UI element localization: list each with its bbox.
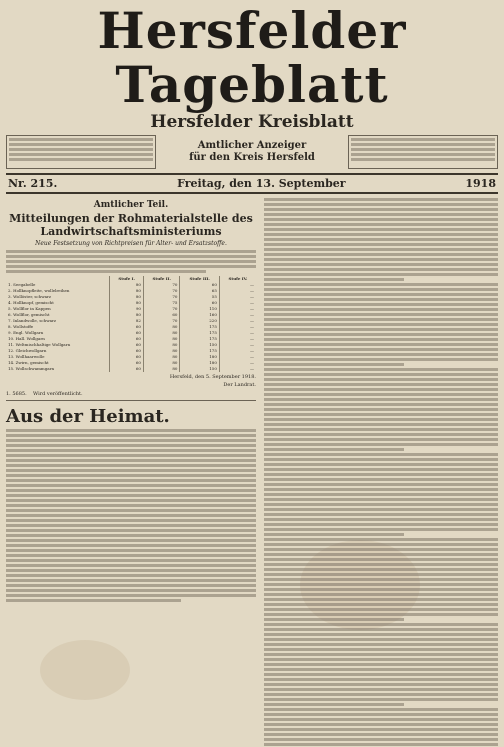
row-label: 10. Hall. Wollgarn	[8, 336, 45, 341]
text-line	[264, 633, 498, 636]
text-line	[264, 213, 498, 216]
row-value: —	[219, 324, 256, 330]
text-line	[264, 488, 498, 491]
text-line	[264, 298, 498, 301]
row-value: 60	[180, 300, 219, 306]
text-line	[264, 523, 498, 526]
newspaper-title: Hersfelder Tageblatt	[97, 1, 407, 114]
text-line	[264, 683, 498, 686]
row-value: 80	[143, 354, 180, 360]
text-line	[264, 348, 498, 351]
text-line	[264, 308, 498, 311]
text-line	[264, 713, 498, 716]
text-line	[264, 453, 498, 456]
table-header: Stufe IV.	[219, 276, 256, 282]
row-value: 75	[143, 300, 180, 306]
advertising-info-box	[348, 135, 498, 169]
text-line	[264, 733, 498, 736]
right-column-text	[264, 198, 498, 747]
text-line	[264, 203, 498, 206]
text-line	[264, 258, 498, 261]
text-line	[264, 663, 498, 666]
row-value: 110	[180, 306, 219, 312]
text-line	[264, 318, 498, 321]
row-value: —	[219, 342, 256, 348]
text-line	[264, 248, 498, 251]
text-line	[264, 558, 498, 561]
row-label: 9. Engl. Wollgarn	[8, 330, 44, 335]
row-label: 1. Seegabelle	[8, 282, 36, 287]
text-line	[264, 478, 498, 481]
row-label: 7. Inlandwolle, schwarz	[8, 318, 57, 323]
text-line	[264, 408, 498, 411]
text-line	[264, 388, 498, 391]
row-value: —	[219, 282, 256, 288]
text-line	[264, 668, 498, 671]
text-line	[264, 483, 498, 486]
row-value: 80	[110, 294, 144, 300]
article-subheading: Neue Festsetzung von Richtpreisen für Alter- und Ersatzstoffe.	[35, 240, 227, 247]
text-line	[264, 448, 404, 451]
row-label: 2. Hollknopfleite, wollelreihen	[8, 288, 70, 293]
text-line	[264, 588, 498, 591]
footer-reference	[6, 391, 256, 397]
text-line	[264, 703, 404, 706]
row-value: 180	[180, 354, 219, 360]
notice-line-1: Amtlicher Anzeiger	[197, 140, 307, 151]
article-body-text	[6, 250, 256, 273]
row-value: 65	[180, 288, 219, 294]
row-value: 80	[110, 288, 144, 294]
row-value: 60	[110, 330, 144, 336]
row-value: 220	[180, 318, 219, 324]
text-line	[264, 353, 498, 356]
text-line	[264, 563, 498, 566]
row-value: —	[219, 288, 256, 294]
row-value: 80	[143, 324, 180, 330]
row-value: 90	[110, 306, 144, 312]
masthead	[6, 1, 498, 169]
table-row	[6, 366, 256, 372]
row-value: 60	[110, 336, 144, 342]
article-heading: Mitteilungen der Rohmaterialstelle des Landwirtschaftsministeriums	[9, 212, 253, 238]
text-line	[264, 643, 498, 646]
row-value: 82	[110, 318, 144, 324]
table-header: Stufe III.	[180, 276, 219, 282]
row-value: —	[219, 360, 256, 366]
text-line	[264, 528, 498, 531]
dateline	[6, 173, 498, 194]
row-value: 175	[180, 330, 219, 336]
text-line	[264, 223, 498, 226]
text-line	[264, 598, 498, 601]
text-line	[264, 273, 498, 276]
text-line	[264, 303, 498, 306]
row-label: 15. Wollschwammgarn	[8, 366, 55, 371]
row-label: 3. Wollöster, schwarz	[8, 294, 52, 299]
text-line	[264, 378, 498, 381]
row-value: 150	[180, 342, 219, 348]
text-line	[264, 678, 498, 681]
text-line	[264, 338, 498, 341]
row-value: 175	[180, 324, 219, 330]
row-value: 60	[110, 348, 144, 354]
text-line	[264, 543, 498, 546]
text-line	[264, 458, 498, 461]
text-line	[264, 373, 498, 376]
text-line	[264, 293, 498, 296]
text-line	[264, 238, 498, 241]
price-table	[6, 276, 256, 372]
row-value: 60	[180, 282, 219, 288]
row-value: 80	[110, 300, 144, 306]
row-value: 80	[143, 342, 180, 348]
text-line	[264, 613, 498, 616]
text-line	[264, 603, 498, 606]
text-line	[264, 573, 498, 576]
text-line	[264, 463, 498, 466]
text-line	[264, 473, 498, 476]
notice-line-2: für den Kreis Hersfeld	[189, 152, 315, 163]
right-column	[264, 198, 498, 747]
row-value: —	[219, 330, 256, 336]
text-line	[264, 398, 498, 401]
text-line	[264, 688, 498, 691]
row-value: 60	[110, 324, 144, 330]
text-line	[264, 288, 498, 291]
row-value: 60	[110, 360, 144, 366]
text-line	[264, 648, 498, 651]
text-line	[264, 468, 498, 471]
text-line	[264, 443, 498, 446]
row-label: 14. Zwirn, gemischt	[8, 360, 49, 365]
row-value: 80	[143, 348, 180, 354]
text-line	[264, 413, 498, 416]
row-value: 80	[143, 330, 180, 336]
text-line	[264, 358, 498, 361]
text-line	[264, 723, 498, 726]
text-line	[264, 363, 404, 366]
row-value: 80	[143, 336, 180, 342]
row-value: 60	[110, 366, 144, 372]
text-line	[264, 673, 498, 676]
row-value: 150	[180, 366, 219, 372]
row-value: 55	[180, 294, 219, 300]
text-line	[264, 313, 498, 316]
text-line	[264, 218, 498, 221]
text-line	[264, 728, 498, 731]
text-line	[264, 518, 498, 521]
row-value: 80	[110, 312, 144, 318]
text-line	[264, 538, 498, 541]
text-line	[264, 233, 498, 236]
text-line	[264, 623, 498, 626]
text-line	[264, 743, 498, 746]
signer: Der Landrat.	[223, 382, 256, 388]
text-line	[264, 433, 498, 436]
text-line	[264, 263, 498, 266]
publication-note: Wird veröffentlicht.	[33, 391, 83, 397]
row-value: —	[219, 336, 256, 342]
subscription-info-box	[6, 135, 156, 169]
row-value: 175	[180, 336, 219, 342]
text-line	[264, 428, 498, 431]
official-notice-label	[189, 140, 315, 164]
row-value: —	[219, 306, 256, 312]
text-line	[264, 628, 498, 631]
text-line	[264, 423, 498, 426]
text-line	[264, 343, 498, 346]
text-line	[264, 438, 498, 441]
text-line	[264, 548, 498, 551]
text-line	[264, 278, 404, 281]
row-value: 60	[110, 354, 144, 360]
row-value: 60	[143, 312, 180, 318]
row-label: 13. Wollhaarwolle	[8, 354, 45, 359]
text-line	[264, 418, 498, 421]
text-line	[264, 638, 498, 641]
reference-number: 1. 5685.	[6, 391, 27, 397]
divider	[6, 400, 256, 401]
text-line	[264, 368, 498, 371]
text-line	[264, 513, 498, 516]
text-line	[264, 198, 498, 201]
section-label: Amtlicher Teil.	[93, 200, 169, 210]
text-line	[264, 503, 498, 506]
row-value: 70	[143, 282, 180, 288]
row-value: —	[219, 300, 256, 306]
row-label: 6. Wollflor, gemischt	[8, 312, 50, 317]
text-line	[264, 653, 498, 656]
text-line	[264, 693, 498, 696]
text-line	[264, 498, 498, 501]
row-label: 12. Gleichwollgarn	[8, 348, 47, 353]
row-value: —	[219, 318, 256, 324]
text-line	[264, 583, 498, 586]
text-line	[264, 283, 498, 286]
row-value: 60	[110, 342, 144, 348]
row-label: 4. Hollknopf, gemischt	[8, 300, 54, 305]
row-value: 80	[143, 366, 180, 372]
row-value: 175	[180, 348, 219, 354]
text-line	[264, 608, 498, 611]
row-value: 80	[110, 282, 144, 288]
row-value: —	[219, 348, 256, 354]
issue-year: 1918	[465, 177, 496, 190]
text-line	[264, 578, 498, 581]
text-line	[264, 208, 498, 211]
row-value: 70	[143, 294, 180, 300]
text-line	[264, 493, 498, 496]
text-line	[264, 708, 498, 711]
text-line	[264, 228, 498, 231]
text-line	[264, 383, 498, 386]
row-value: 70	[143, 306, 180, 312]
row-value: —	[219, 312, 256, 318]
masthead-info-bar	[6, 135, 498, 169]
text-line	[264, 658, 498, 661]
row-value: —	[219, 354, 256, 360]
text-line	[264, 393, 498, 396]
text-line	[264, 533, 404, 536]
row-value: —	[219, 366, 256, 372]
table-header: Stufe II.	[143, 276, 180, 282]
row-label: 8. Wollstoffe	[8, 324, 34, 329]
row-label: 5. Wollflor in Kappen	[8, 306, 51, 311]
row-value: 160	[180, 312, 219, 318]
text-line	[264, 568, 498, 571]
paper-stain	[40, 640, 130, 700]
row-value: 70	[143, 318, 180, 324]
text-line	[264, 333, 498, 336]
text-line	[264, 243, 498, 246]
heimat-article-text	[6, 429, 256, 602]
text-line	[264, 718, 498, 721]
text-line	[264, 698, 498, 701]
issue-date: Freitag, den 13. September	[177, 177, 346, 190]
text-line	[264, 738, 498, 741]
text-line	[264, 403, 498, 406]
issue-number: Nr. 215.	[8, 177, 58, 190]
text-line	[264, 593, 498, 596]
signature-date: Hersfeld, den 5. September 1918.	[169, 374, 256, 380]
row-value: 70	[143, 288, 180, 294]
newspaper-subtitle: Hersfelder Kreisblatt	[150, 112, 354, 132]
text-line	[264, 268, 498, 271]
section-heading-heimat: Aus der Heimat.	[6, 406, 170, 427]
table-header: Stufe I.	[110, 276, 144, 282]
row-value: —	[219, 294, 256, 300]
row-label: 11. Weltmischhaltige Wollgarn	[8, 342, 71, 347]
text-line	[264, 323, 498, 326]
text-line	[264, 508, 498, 511]
text-line	[264, 253, 498, 256]
row-value: 80	[143, 360, 180, 366]
text-line	[264, 618, 404, 621]
text-line	[264, 553, 498, 556]
row-value: 180	[180, 360, 219, 366]
text-line	[264, 328, 498, 331]
